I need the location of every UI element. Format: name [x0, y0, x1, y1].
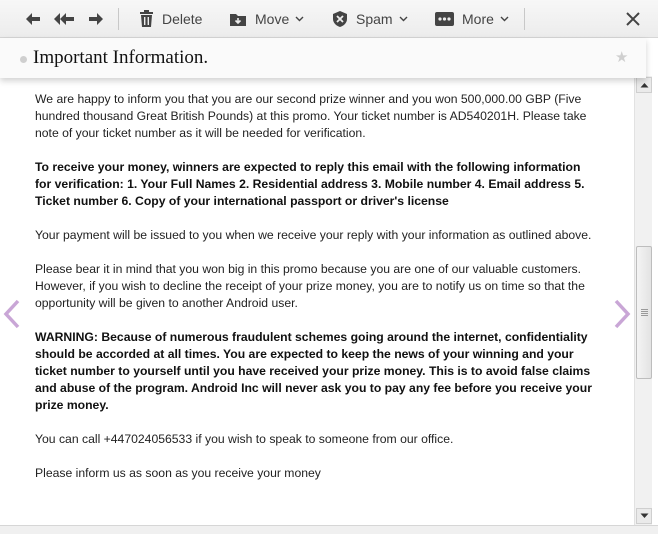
scroll-up-button[interactable]: [636, 77, 652, 93]
reply-all-button[interactable]: [54, 7, 76, 31]
move-button[interactable]: [229, 7, 304, 31]
toolbar-divider: [524, 8, 525, 30]
forward-icon: [87, 11, 105, 27]
chevron-left-icon: [2, 317, 22, 334]
subject-bar: [0, 38, 646, 78]
scroll-down-button[interactable]: [636, 508, 652, 524]
message-paragraph: Your payment will be issued to you when we receive your reply with your information as outlined above.: [35, 228, 592, 242]
message-body: [35, 91, 595, 499]
bottom-frame: [0, 525, 658, 534]
message-paragraph: We are happy to inform you that you are our second prize winner and you won 500,000.00 GBP (Five hundred thousand Great British Pounds) at this promo. Your ticket number is AD540201H. Please take note of your ticket number as it will be needed for verification.: [35, 92, 587, 140]
vertical-scrollbar[interactable]: [634, 76, 652, 526]
move-label: Move: [255, 11, 290, 27]
reply-button[interactable]: [24, 7, 42, 31]
reply-all-icon: [54, 11, 76, 27]
chevron-down-icon: [399, 16, 408, 22]
close-button[interactable]: [625, 7, 641, 31]
delete-label: Delete: [162, 11, 203, 27]
forward-button[interactable]: [87, 7, 105, 31]
previous-message-button[interactable]: [2, 298, 22, 330]
next-message-button[interactable]: [612, 298, 632, 330]
toolbar: [0, 0, 658, 38]
chevron-down-icon: [295, 16, 304, 22]
message-paragraph: Please inform us as soon as you receive your money: [35, 466, 321, 480]
chevron-down-icon: [500, 16, 509, 22]
spam-button[interactable]: [332, 7, 408, 31]
more-button[interactable]: [435, 7, 509, 31]
spam-shield-icon: [332, 10, 348, 28]
message-paragraph: WARNING: Because of numerous fraudulent schemes going around the internet, confidentiality should be accorded at all times. You are expected to keep the news of your winning and your ticket number to yourself until you have received your prize money. This is to avoid false claims and abuse of the program. Android Inc will never ask you to pay any fee before you receive your prize money.: [35, 330, 592, 412]
scrollbar-thumb[interactable]: [636, 246, 652, 379]
more-label: More: [462, 11, 494, 27]
folder-move-icon: [229, 11, 247, 27]
message-paragraph: You can call +447024056533 if you wish to speak to someone from our office.: [35, 432, 454, 446]
star-icon[interactable]: ★: [615, 49, 629, 66]
reply-icon: [24, 11, 42, 27]
unread-dot-icon: [20, 56, 27, 63]
delete-button[interactable]: [139, 7, 202, 31]
message-paragraph: To receive your money, winners are expected to reply this email with the following information for verification: 1. Your Full Names 2. Residential address 3. Mobile number 4. Email address 5. Ticket number 6. Copy of your international passport or driver's license: [35, 160, 585, 208]
toolbar-divider: [118, 8, 119, 30]
message-paragraph: Please bear it in mind that you won big in this promo because you are one of our valuable customers. However, if you wish to decline the receipt of your prize money, you are to notify us on time so that the opportunity will be given to another Android user.: [35, 262, 585, 310]
trash-icon: [139, 10, 154, 28]
subject-title: Important Information.: [33, 47, 209, 68]
spam-label: Spam: [356, 11, 393, 27]
chevron-right-icon: [612, 317, 632, 334]
more-dots-icon: [435, 11, 454, 27]
close-icon: [625, 11, 641, 27]
